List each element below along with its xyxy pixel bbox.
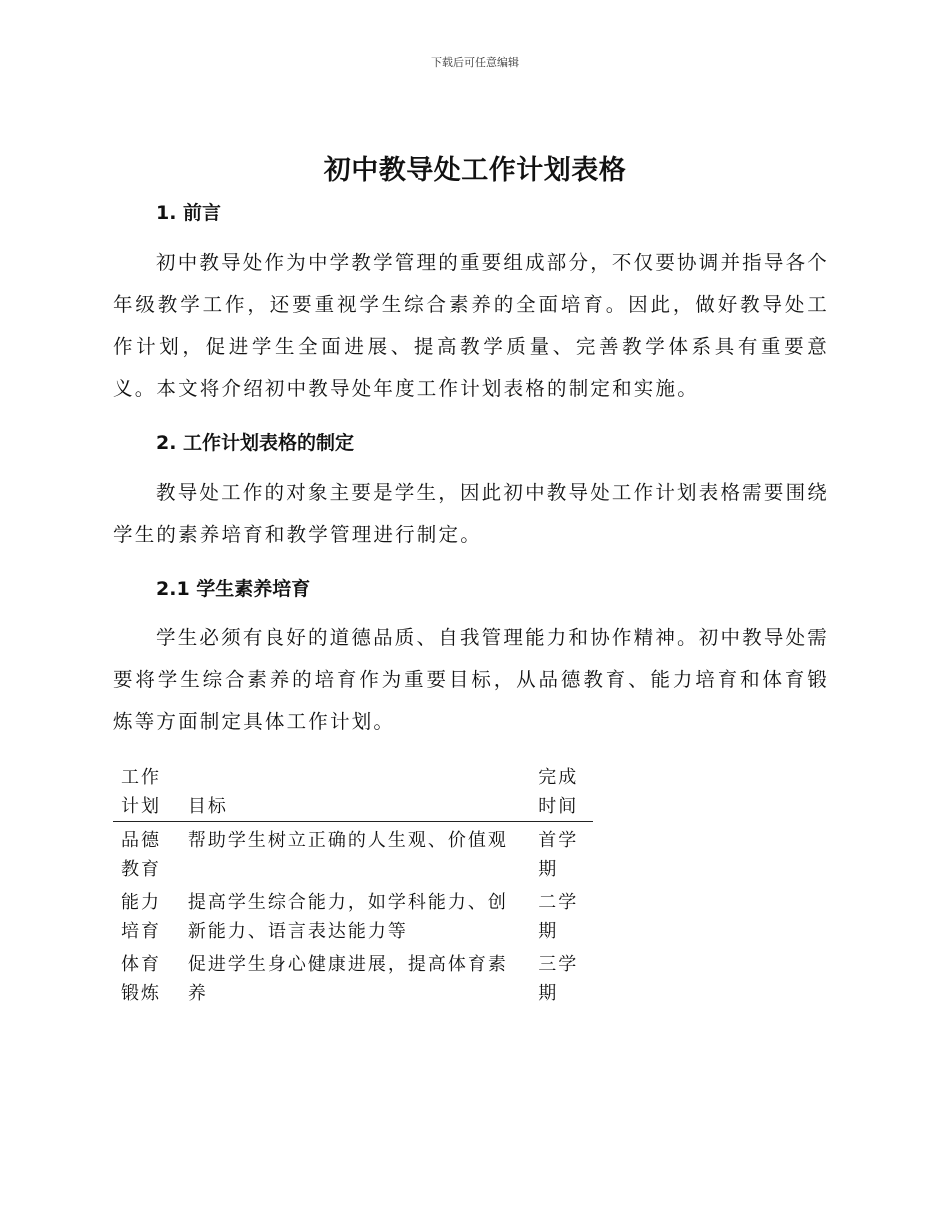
table-header-row	[113, 763, 593, 822]
table-cell-goal: 提高学生综合能力，如学科能力、创新能力、语言表达能力等	[187, 892, 508, 942]
table-cell-plan: 能力培育	[121, 892, 161, 942]
table-cell-goal: 促进学生身心健康进展，提高体育素养	[187, 954, 508, 1004]
work-plan-table	[113, 763, 593, 1008]
table-row	[113, 946, 593, 1008]
document-title: 初中教导处工作计划表格	[323, 155, 627, 186]
table-row	[113, 822, 593, 885]
header-note: 下载后可任意编辑	[431, 56, 519, 69]
table-cell-goal: 帮助学生树立正确的人生观、价值观	[187, 830, 508, 851]
table-header-cell-time: 完成时间	[530, 763, 593, 822]
table-row	[113, 884, 593, 946]
table-header-cell-plan: 工作计划	[113, 763, 180, 822]
table-header-cell-goal: 目标	[180, 763, 530, 822]
table-cell-time: 三学期	[538, 954, 579, 1004]
section-paragraph-preface: 初中教导处作为中学教学管理的重要组成部分，不仅要协调并指导各个年级教学工作，还要重视学生综合素养的全面培育。因此，做好教导处工作计划，促进学生全面进展、提高教学质量、完善教学体系具有重要意义。本文将介绍初中教导处年度工作计划表格的制定和实施。	[113, 251, 829, 400]
table-cell-plan: 品德教育	[121, 830, 161, 880]
table-cell-plan: 体育锻炼	[121, 954, 161, 1004]
table-cell-time: 首学期	[538, 830, 579, 880]
table-cell-time: 二学期	[538, 892, 579, 942]
section-paragraph-student-literacy: 学生必须有良好的道德品质、自我管理能力和协作精神。初中教导处需要将学生综合素养的培育作为重要目标，从品德教育、能力培育和体育锻炼等方面制定具体工作计划。	[113, 626, 829, 733]
section-heading-plan-making: 2. 工作计划表格的制定	[156, 432, 355, 454]
section-paragraph-plan-making: 教导处工作的对象主要是学生，因此初中教导处工作计划表格需要围绕学生的素养培育和教学管理进行制定。	[113, 481, 829, 546]
section-heading-preface: 1. 前言	[156, 202, 222, 224]
section-heading-student-literacy: 2.1 学生素养培育	[156, 578, 311, 600]
